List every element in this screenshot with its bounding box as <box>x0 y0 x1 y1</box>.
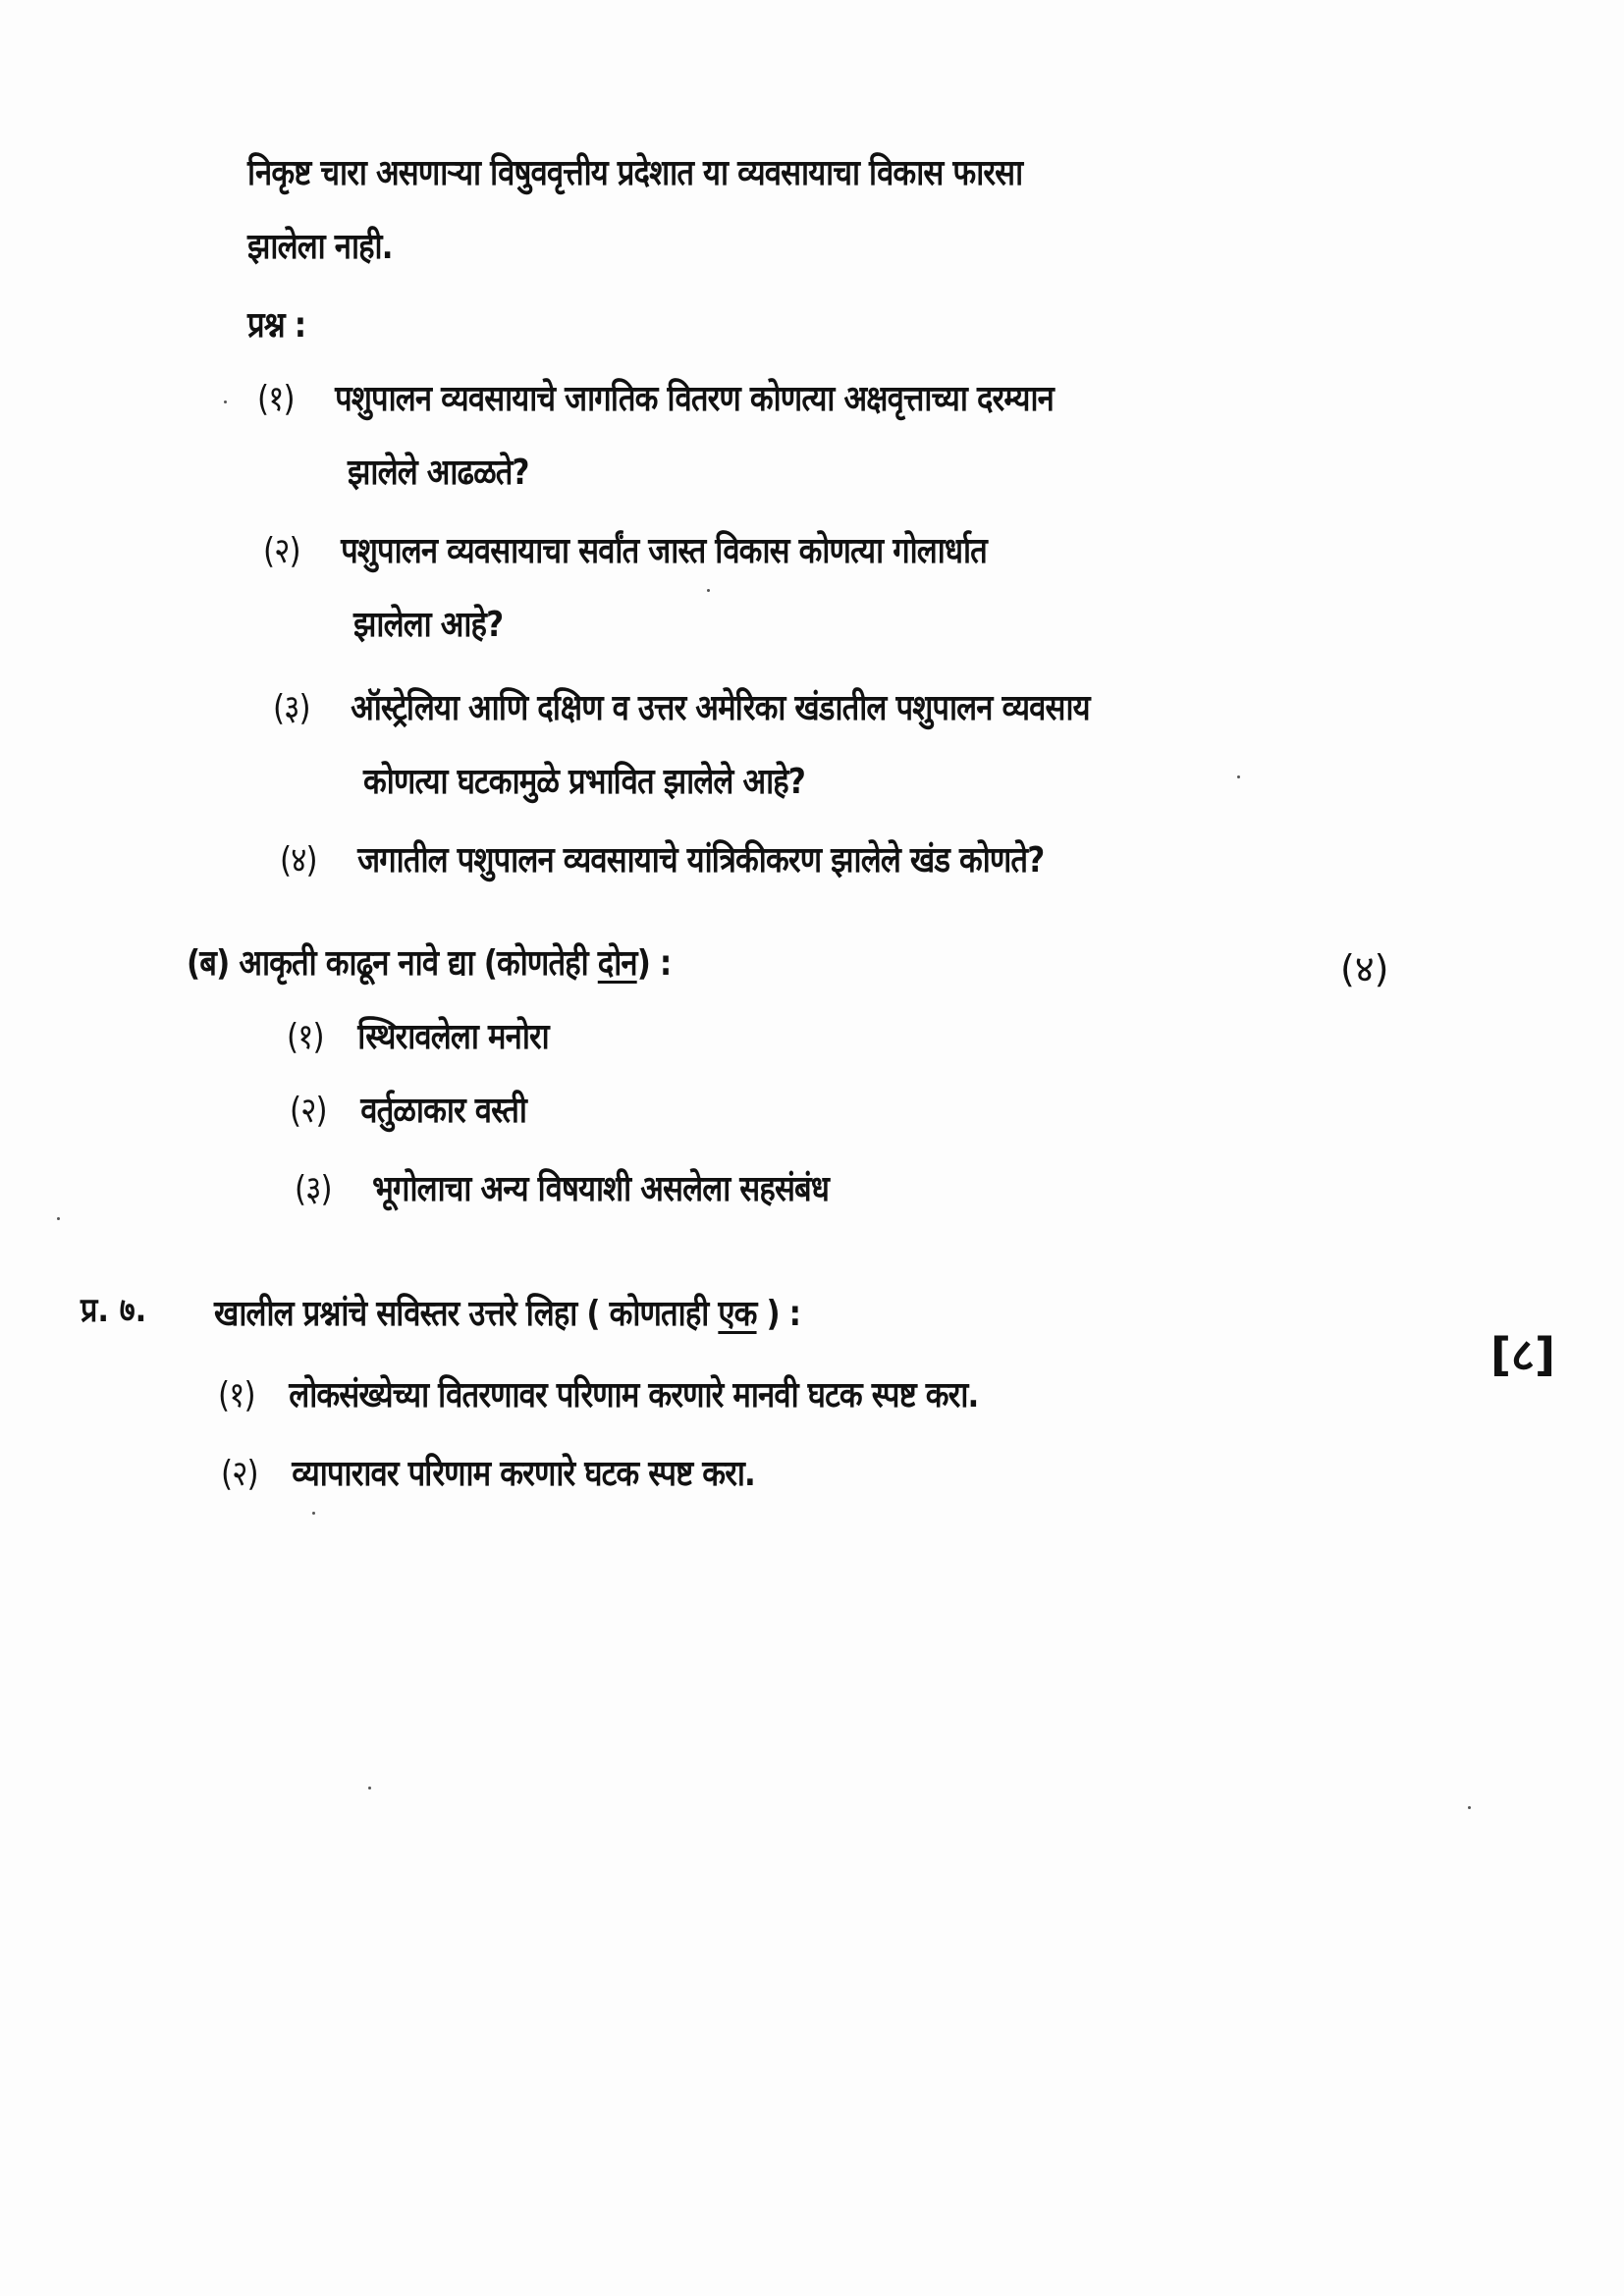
passage-line-1: निकृष्ट चारा असणाऱ्या विषुववृत्तीय प्रदेशात या व्यवसायाचा विकास फारसा <box>247 153 1023 193</box>
question-number: (४) <box>280 840 317 881</box>
item-number: (२) <box>290 1091 327 1131</box>
item-text: व्यापारावर परिणाम करणारे घटक स्पष्ट करा. <box>292 1454 755 1494</box>
section-b-item-3 <box>295 1163 829 1211</box>
item-text: लोकसंख्येच्या वितरणावर परिणाम करणारे मानवी घटक स्पष्ट करा. <box>289 1375 979 1415</box>
question-number: (३) <box>273 688 310 728</box>
section-b-item-1 <box>287 1011 549 1059</box>
question-2-line-2: झालेला आहे? <box>353 605 504 645</box>
q7-marks: [८] <box>1490 1328 1555 1381</box>
q7-instruction <box>214 1288 800 1336</box>
question-text: जगातील पशुपालन व्यवसायाचे यांत्रिकीकरण झालेले खंड कोणते? <box>357 840 1045 881</box>
section-b-marks: (४) <box>1340 947 1389 990</box>
scan-speck <box>1468 1806 1471 1809</box>
question-text: पशुपालन व्यवसायाचा सर्वांत जास्त विकास कोणत्या गोलार्धात <box>341 531 987 571</box>
section-b-instruction <box>239 943 671 984</box>
question-3 <box>273 682 1090 730</box>
scan-speck <box>57 1217 60 1220</box>
scan-speck <box>368 1787 371 1789</box>
item-text: स्थिरावलेला मनोरा <box>357 1017 549 1057</box>
question-1-line-2: झालेले आढळते? <box>348 453 529 493</box>
scan-speck <box>224 400 227 403</box>
item-text: भूगोलाचा अन्य विषयाशी असलेला सहसंबंध <box>372 1169 830 1209</box>
scan-speck <box>707 589 710 592</box>
section-b-heading <box>187 937 671 986</box>
section-b-item-2 <box>290 1085 526 1133</box>
question-1 <box>257 373 1054 421</box>
passage-line-2: झालेला नाही. <box>247 227 393 267</box>
question-3-line-2: कोणत्या घटकामुळे प्रभावित झालेले आहे? <box>363 762 805 802</box>
question-2 <box>263 525 987 573</box>
question-text: पशुपालन व्यवसायाचे जागतिक वितरण कोणत्या अक्षवृत्ताच्या दरम्यान <box>335 379 1054 419</box>
question-4 <box>280 834 1044 882</box>
q7-item-1 <box>218 1369 978 1417</box>
item-text: वर्तुळाकार वस्ती <box>360 1091 527 1131</box>
item-number: (२) <box>221 1454 258 1494</box>
scan-speck <box>312 1512 315 1515</box>
instruction-emphasis: एक <box>718 1294 757 1334</box>
instruction-text: आकृती काढून नावे द्या (कोणतेही <box>239 943 598 984</box>
item-number: (१) <box>218 1375 255 1415</box>
instruction-text: खालील प्रश्नांचे सविस्तर उत्तरे लिहा ( कोणताही <box>214 1294 719 1334</box>
item-number: (३) <box>295 1169 332 1209</box>
instruction-text-end: ) : <box>756 1294 801 1334</box>
questions-heading: प्रश्न : <box>247 305 306 346</box>
scan-speck <box>1237 775 1240 778</box>
q7-label: प्र. ७. <box>81 1291 147 1330</box>
section-b-label: (ब) <box>187 943 230 984</box>
question-text: ऑस्ट्रेलिया आणि दक्षिण व उत्तर अमेरिका खंडातील पशुपालन व्यवसाय <box>351 688 1090 728</box>
instruction-emphasis: दोन <box>597 943 637 984</box>
q7-item-2 <box>221 1448 755 1496</box>
question-number: (२) <box>263 531 300 571</box>
question-number: (१) <box>257 379 295 419</box>
item-number: (१) <box>287 1017 324 1057</box>
instruction-text-end: ) : <box>636 943 672 984</box>
